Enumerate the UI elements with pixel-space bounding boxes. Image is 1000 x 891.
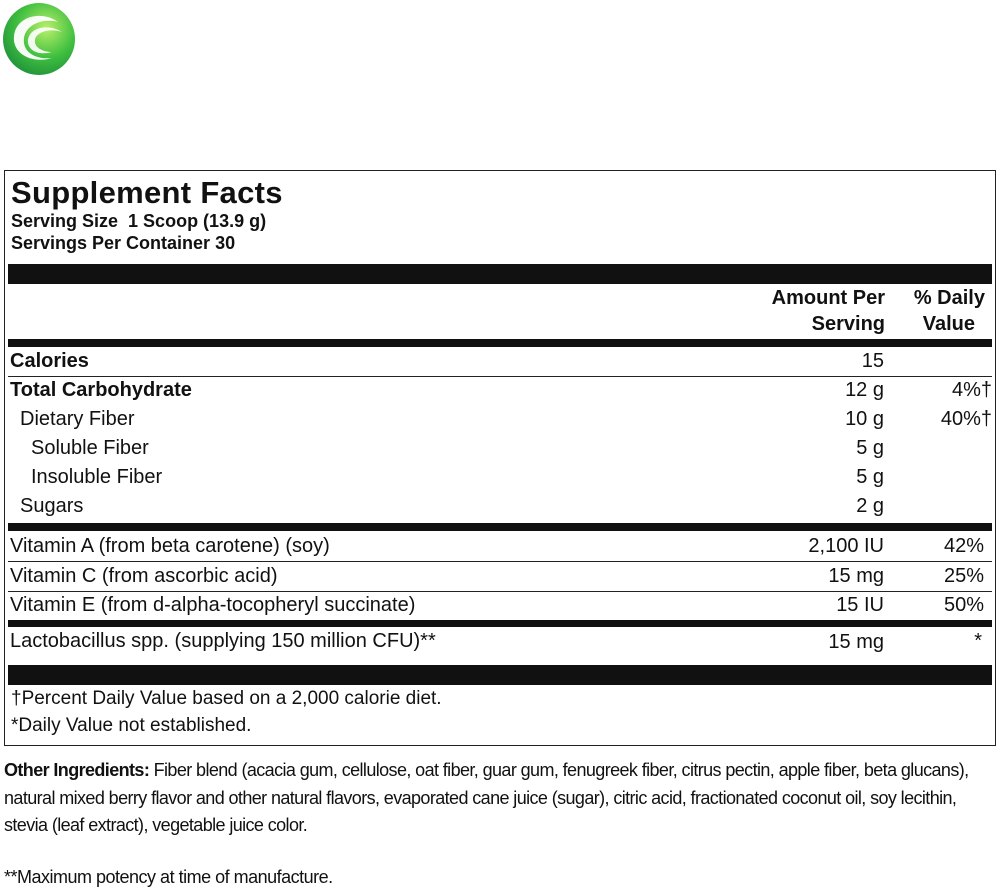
daily-value-header bbox=[914, 285, 985, 337]
nutrient-name: Vitamin A (from beta carotene) (soy) bbox=[10, 535, 330, 557]
nutrient-name: Insoluble Fiber bbox=[31, 466, 163, 488]
nutrient-dv: 42% bbox=[943, 535, 984, 557]
nutrient-name: Sugars bbox=[20, 495, 84, 517]
other-ingredients-label: Other Ingredients: bbox=[4, 760, 150, 780]
medium-divider bbox=[8, 339, 992, 347]
nutrient-name: Soluble Fiber bbox=[31, 437, 149, 459]
nutrient-dv: 40%† bbox=[940, 408, 992, 430]
dv-header-line2: Value bbox=[922, 313, 975, 335]
nutrient-dv: 25% bbox=[943, 565, 984, 587]
nutrient-name: Dietary Fiber bbox=[20, 408, 135, 430]
nutrient-amount: 2,100 IU bbox=[808, 535, 884, 557]
nutrient-amount: 15 mg bbox=[828, 631, 884, 653]
nutrient-amount: 12 g bbox=[845, 379, 884, 401]
other-ingredients bbox=[4, 757, 1000, 840]
nutrient-amount: 15 IU bbox=[836, 594, 884, 616]
amount-header-line1: Amount Per bbox=[771, 287, 885, 309]
dv-header-line1: % Daily bbox=[913, 287, 985, 309]
panel-title: Supplement Facts bbox=[11, 175, 283, 210]
footnote-daily-value: †Percent Daily Value based on a 2,000 calorie diet. bbox=[11, 688, 442, 709]
amount-header-line2: Serving bbox=[811, 313, 885, 335]
nutrient-name: Vitamin E (from d-alpha-tocopheryl succinate) bbox=[10, 594, 416, 616]
nutrient-dv: * bbox=[974, 630, 982, 652]
nutrient-amount: 5 g bbox=[856, 466, 884, 488]
serving-size: Serving Size 1 Scoop (13.9 g) bbox=[11, 211, 267, 231]
potency-note: **Maximum potency at time of manufacture. bbox=[4, 867, 333, 887]
nutrient-amount: 2 g bbox=[856, 495, 884, 517]
medium-divider bbox=[8, 523, 992, 531]
nutrient-amount: 5 g bbox=[856, 437, 884, 459]
footnote-not-established: *Daily Value not established. bbox=[11, 715, 252, 736]
amount-per-serving-header bbox=[772, 285, 885, 337]
nutrient-amount: 10 g bbox=[845, 408, 884, 430]
nutrient-amount: 15 bbox=[861, 350, 884, 372]
thick-divider bbox=[8, 264, 992, 284]
nutrient-name: Lactobacillus spp. (supplying 150 million CFU)** bbox=[10, 630, 436, 652]
supplement-facts-panel bbox=[4, 170, 996, 746]
nutrient-dv: 50% bbox=[943, 594, 984, 616]
other-ingredients-text: Fiber blend (acacia gum, cellulose, oat fiber, guar gum, fenugreek fiber, citrus pectin, apple fiber, beta glucans), natural mixed berry flavor and other natural flavors, evaporated cane juice (sugar), citric acid, fractionated coconut oil, soy lecithin, stevia (leaf extract), vegetable juice color. bbox=[4, 760, 969, 835]
swirl-logo-icon bbox=[2, 2, 76, 76]
nutrient-amount: 15 mg bbox=[828, 565, 884, 587]
servings-per-container: Servings Per Container 30 bbox=[11, 233, 236, 253]
nutrient-name: Total Carbohydrate bbox=[10, 379, 192, 401]
nutrient-name: Calories bbox=[10, 350, 89, 372]
nutrient-name: Vitamin C (from ascorbic acid) bbox=[10, 565, 278, 587]
thick-divider bbox=[8, 665, 992, 685]
medium-divider bbox=[8, 620, 992, 627]
nutrient-dv: 4%† bbox=[951, 379, 992, 401]
